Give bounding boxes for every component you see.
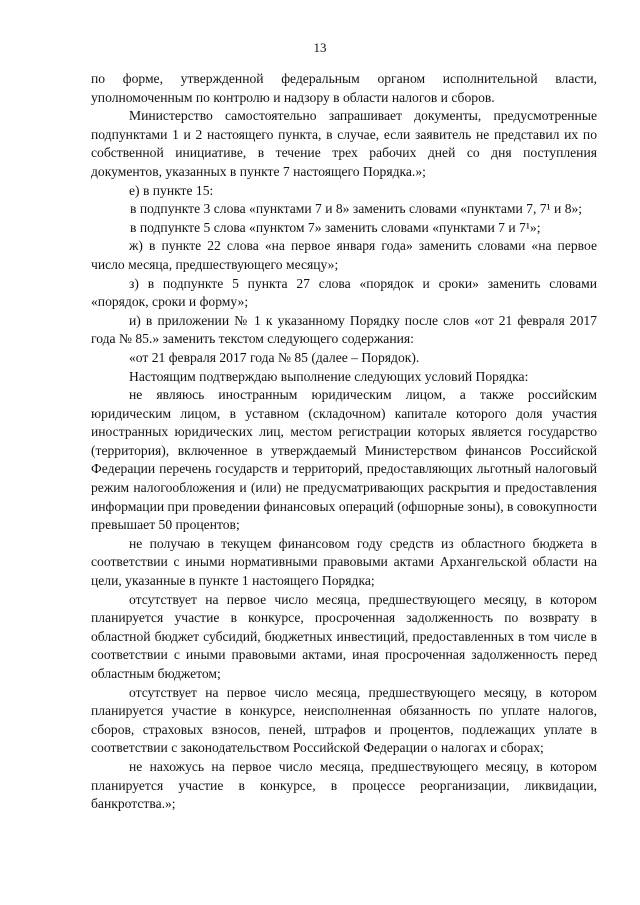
paragraph-confirm: Настоящим подтверждаю выполнение следующих условий Порядка:	[129, 368, 529, 384]
paragraph-quote-start: «от 21 февраля 2017 года № 85 (далее – Порядок).	[129, 349, 420, 365]
document-body	[91, 70, 597, 814]
paragraph-subitem-5: в подпункте 5 слова «пунктом 7» заменить словами «пунктами 7 и 7¹»;	[130, 219, 541, 235]
paragraph-item-e: е) в пункте 15:	[129, 182, 214, 198]
paragraph-ministry-request: Министерство самостоятельно запрашивает документы, предусмотренные подпунктами 1 и 2 настоящего пункта, в случае, если заявитель не представил их по собственной инициативе, в течение трех рабочих дней со дня поступления документов, указанных в пункте 7 настоящего Порядка.»;	[91, 108, 597, 179]
paragraph-item-i: и) в приложении № 1 к указанному Порядку после слов «от 21 февраля 2017 года № 85.» заменить текстом следующего содержания:	[91, 312, 597, 347]
paragraph-condition-reorg: не нахожусь на первое число месяца, предшествующего месяцу, в котором планируется участие в конкурсе, в процессе реорганизации, ликвидации, банкротства.»;	[91, 758, 597, 812]
paragraph-condition-foreign: не являюсь иностранным юридическим лицом, а также российским юридическим лицом, в уставном (складочном) капитале которого доля участия иностранных юридических лиц, местом регистрации которых является государство (территория), включенное в утверждаемый Министерством финансов Российской Федерации перечень государств и территорий, предоставляющих льготный налоговый режим налогообложения и (или) не предусматривающих раскрытия и предоставления информации при проведении финансовых операций (офшорные зоны), в совокупности превышает 50 процентов;	[91, 387, 597, 533]
paragraph-condition-debt: отсутствует на первое число месяца, предшествующего месяцу, в котором планируется участие в конкурсе, просроченная задолженность по возврату в областной бюджет субсидий, бюджетных инвестиций, предоставленных в том числе в соответствии с иными правовыми актами, иная просроченная задолженность перед областным бюджетом;	[91, 591, 597, 681]
paragraph-item-z: з) в подпункте 5 пункта 27 слова «порядок и сроки» заменить словами «порядок, сроки и форму»;	[91, 275, 597, 310]
paragraph-continuation: по форме, утвержденной федеральным органом исполнительной власти, уполномоченным по контролю и надзору в области налогов и сборов.	[91, 71, 597, 105]
paragraph-condition-taxes: отсутствует на первое число месяца, предшествующего месяцу, в котором планируется участие в конкурсе, неисполненная обязанность по уплате налогов, сборов, страховых взносов, пеней, штрафов и процентов, подлежащих уплате в соответствии с законодательством Российской Федерации о налогах и сборах;	[91, 684, 597, 756]
page-number: 13	[313, 40, 327, 55]
paragraph-item-zh: ж) в пункте 22 слова «на первое января года» заменить словами «на первое число месяца, предшествующего месяцу»;	[91, 238, 597, 272]
paragraph-subitem-3: в подпункте 3 слова «пунктами 7 и 8» заменить словами «пунктами 7, 7¹ и 8»;	[130, 201, 583, 217]
paragraph-condition-funds: не получаю в текущем финансовом году средств из областного бюджета в соответствии с иными нормативными правовыми актами Архангельской области на цели, указанные в пункте 1 настоящего Порядка;	[91, 535, 597, 589]
